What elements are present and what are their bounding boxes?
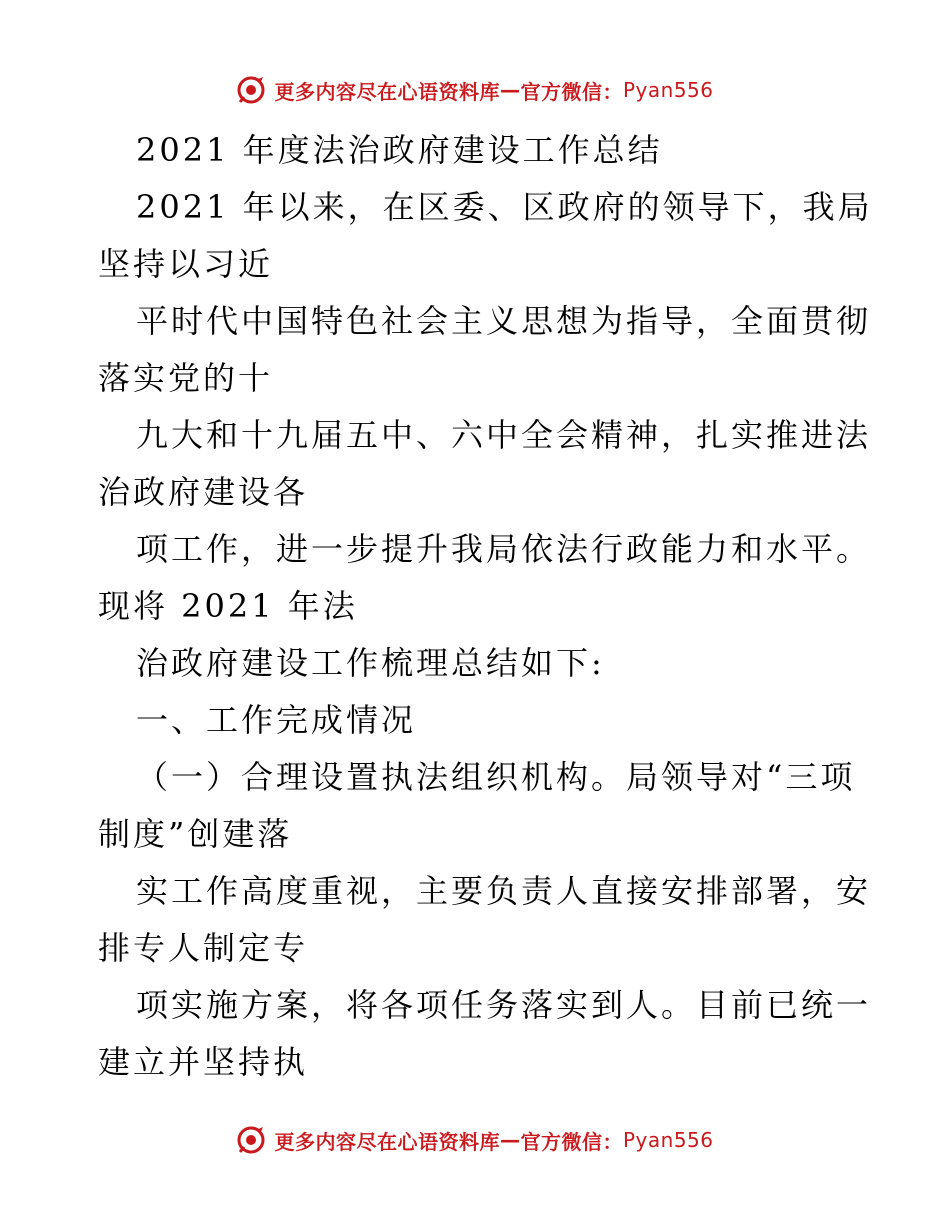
- document-line: 2021 年度法治政府建设工作总结: [136, 131, 663, 169]
- document-line: 实工作高度重视，主要负责人直接安排部署，安: [136, 872, 872, 910]
- document-line: 治政府建设各: [98, 473, 309, 511]
- banner-wechat-label: 官方微信：: [520, 1129, 623, 1154]
- banner-brand-text: 更多内容尽在心语资料库: [274, 1129, 500, 1154]
- document-line: （一）合理设置执法组织机构。局领导对“三项: [136, 758, 856, 796]
- banner-separator: —: [499, 1128, 521, 1152]
- banner-brand-text: 更多内容尽在心语资料库: [274, 79, 500, 104]
- document-line: 平时代中国特色社会主义思想为指导，全面贯彻: [136, 302, 872, 340]
- document-line: 制度”创建落: [98, 815, 293, 853]
- document-body: [98, 122, 873, 1091]
- document-line: 排专人制定专: [98, 929, 309, 967]
- document-line: 2021 年以来，在区委、区政府的领导下，我局: [136, 188, 873, 226]
- banner-wechat-id: Pyan556: [622, 1128, 714, 1152]
- document-line: 治政府建设工作梳理总结如下:: [136, 644, 605, 682]
- document-line: 一、工作完成情况: [136, 701, 417, 739]
- banner-wechat-label: 官方微信：: [520, 79, 623, 104]
- document-line: 项工作，进一步提升我局依法行政能力和水平。: [136, 530, 872, 568]
- document-line: 九大和十九届五中、六中全会精神，扎实推进法: [136, 416, 872, 454]
- brand-logo-icon: [236, 1125, 266, 1155]
- document-line: 建立并坚持执: [98, 1043, 309, 1081]
- document-line: 项实施方案，将各项任务落实到人。目前已统一: [136, 986, 872, 1024]
- header-banner: [0, 70, 950, 110]
- banner-separator: —: [499, 78, 521, 102]
- document-line: 坚持以习近: [98, 245, 274, 283]
- banner-wechat-id: Pyan556: [622, 78, 714, 102]
- brand-logo-icon: [236, 75, 266, 105]
- document-line: 落实党的十: [98, 359, 274, 397]
- document-line: 现将 2021 年法: [98, 587, 358, 625]
- footer-banner: [0, 1120, 950, 1160]
